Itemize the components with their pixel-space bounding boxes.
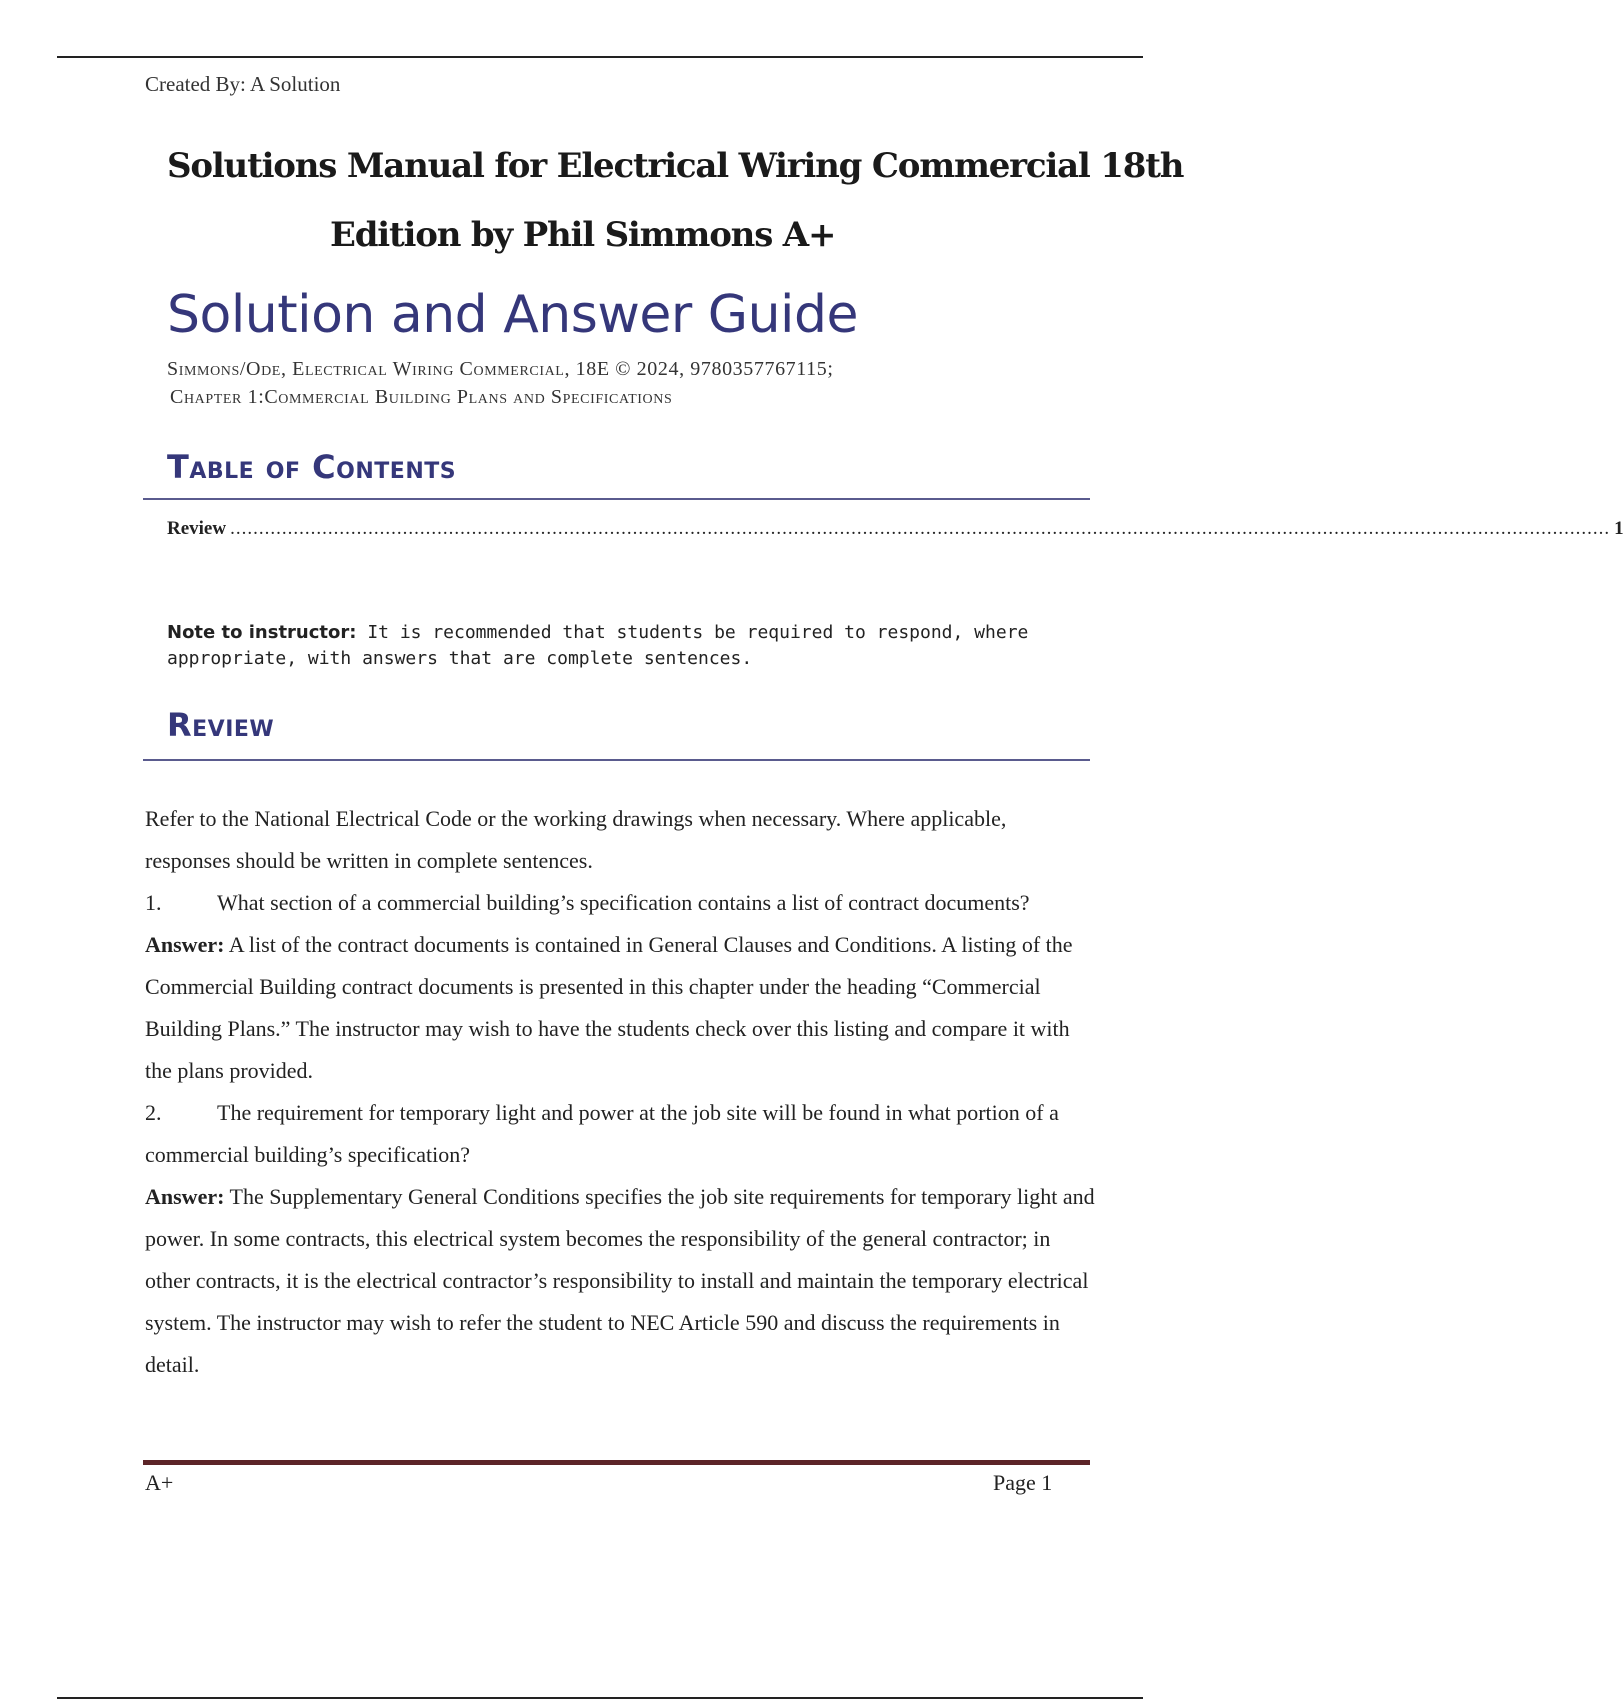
question-number: 2.	[145, 1100, 162, 1125]
answer-text: The Supplementary General Conditions specifies the job site requirements for temporary light and power. In some contracts, this electrical system becomes the responsibility of the general contractor; in other contracts, it is the electrical contractor’s responsibility to install and maintain the temporary electrical system. The instructor may wish to refer the student to NEC Article 590 and discuss the requirements in detail.	[145, 1184, 1095, 1377]
question-text: What section of a commercial building’s specification contains a list of contract documents?	[217, 890, 1030, 915]
question-2	[145, 1092, 1095, 1176]
toc-entry-page: 1	[1614, 518, 1624, 539]
footer-left-text: A+	[145, 1470, 174, 1495]
created-by-header: Created By: A Solution	[145, 72, 341, 96]
review-body	[145, 798, 1095, 1386]
document-title-line-1: Solutions Manual for Electrical Wiring Commercial 18th	[167, 146, 1184, 186]
chapter-title: Chapter 1:Commercial Building Plans and Specifications	[170, 386, 673, 408]
top-border-line	[57, 56, 1143, 58]
instructor-note-label: Note to instructor:	[167, 622, 357, 643]
document-title-line-2: Edition by Phil Simmons A+	[330, 215, 836, 255]
footer-divider	[143, 1460, 1090, 1465]
question-number: 1.	[145, 890, 162, 915]
answer-label: Answer:	[145, 1184, 225, 1209]
answer-label: Answer:	[145, 932, 225, 957]
answer-text: A list of the contract documents is contained in General Clauses and Conditions. A listing of the Commercial Building contract documents is presented in this chapter under the heading “Commercial Building Plans.” The instructor may wish to have the students check over this listing and compare it with the plans provided.	[145, 932, 1073, 1083]
page-number: Page 1	[993, 1470, 1053, 1495]
bottom-border-line	[57, 1697, 1143, 1699]
question-1	[145, 882, 1095, 924]
toc-leader-dots: ................................................................................................................................................................................................................................................	[230, 518, 1611, 539]
toc-entry-review[interactable]	[167, 518, 1624, 540]
toc-divider	[143, 498, 1090, 500]
answer-2	[145, 1176, 1095, 1386]
question-text: The requirement for temporary light and power at the job site will be found in what portion of a commercial building’s specification?	[145, 1100, 1059, 1167]
instructor-note-text: It is recommended that students be required to respond, where appropriate, with answers that are complete sentences.	[167, 622, 1029, 669]
review-heading: Review	[167, 706, 275, 744]
book-citation: Simmons/Ode, Electrical Wiring Commercial, 18E © 2024, 9780357767115;	[167, 358, 834, 380]
answer-1	[145, 924, 1095, 1092]
guide-title: Solution and Answer Guide	[167, 285, 858, 345]
review-intro: Refer to the National Electrical Code or the working drawings when necessary. Where applicable, responses should be written in complete sentences.	[145, 806, 1007, 873]
toc-heading: Table of Contents	[167, 448, 457, 486]
toc-entry-label: Review	[167, 518, 227, 539]
instructor-note	[167, 620, 1067, 672]
review-divider	[143, 759, 1090, 761]
